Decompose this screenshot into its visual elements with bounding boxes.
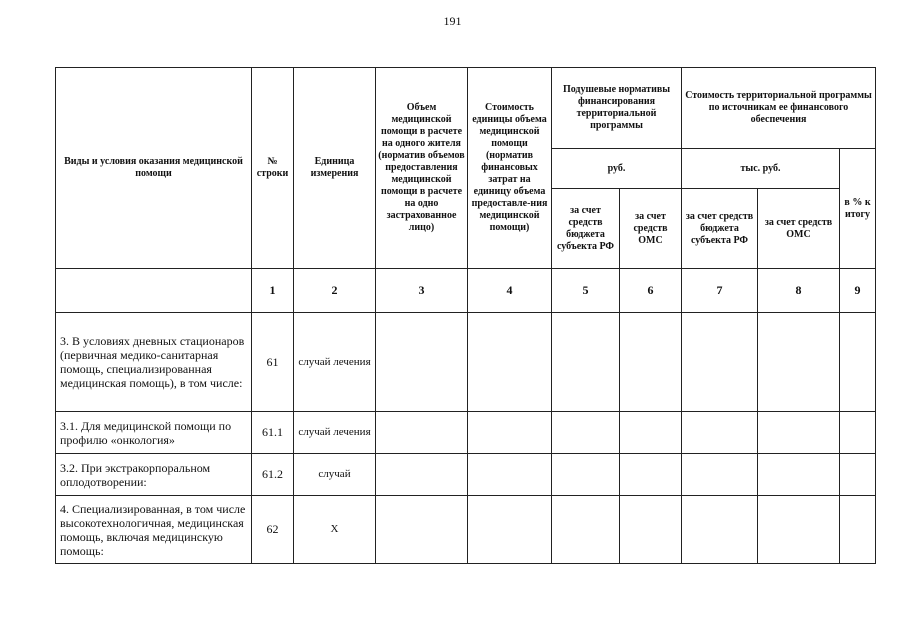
- row-unit: случай лечения: [294, 313, 376, 412]
- header-volume: Объем медицинской помощи в расчете на одного жителя (норматив объемов предоставления медицинской помощи в расчете на одно застрахованное лицо): [376, 68, 468, 269]
- header-budget-rf: за счет средств бюджета субъекта РФ: [552, 189, 620, 269]
- column-number: 2: [294, 269, 376, 313]
- row-code: 61.2: [252, 454, 294, 496]
- header-rub: руб.: [552, 149, 682, 189]
- header-oms: за счет средств ОМС: [620, 189, 682, 269]
- column-number: 3: [376, 269, 468, 313]
- cell-empty: [758, 454, 840, 496]
- header-thous-rub: тыс. руб.: [682, 149, 840, 189]
- column-number: 4: [468, 269, 552, 313]
- financing-table: [55, 67, 876, 564]
- row-unit: Х: [294, 496, 376, 564]
- header-row-no: № строки: [252, 68, 294, 269]
- column-number: 1: [252, 269, 294, 313]
- cell-empty: [758, 412, 840, 454]
- column-number: 8: [758, 269, 840, 313]
- row-name: 3.2. При экстракорпоральном оплодотворении:: [56, 454, 252, 496]
- header-territorial-cost: Стоимость территориальной программы по источникам ее финансового обеспечения: [682, 68, 876, 149]
- column-number: 6: [620, 269, 682, 313]
- row-name: 3.1. Для медицинской помощи по профилю «онкология»: [56, 412, 252, 454]
- cell-empty: [468, 412, 552, 454]
- cell-empty: [376, 454, 468, 496]
- table-row: [56, 412, 876, 454]
- cell-empty: [682, 313, 758, 412]
- header-oms-thous: за счет средств ОМС: [758, 189, 840, 269]
- cell-empty: [552, 454, 620, 496]
- cell-empty: [840, 412, 876, 454]
- cell-empty: [758, 313, 840, 412]
- cell-empty: [552, 412, 620, 454]
- cell-empty: [682, 454, 758, 496]
- page-number: 191: [443, 14, 462, 28]
- cell-empty: [468, 496, 552, 564]
- cell-empty: [376, 412, 468, 454]
- cell-empty: [840, 454, 876, 496]
- cell-empty: [552, 496, 620, 564]
- cell-empty: [468, 454, 552, 496]
- cell-empty: [552, 313, 620, 412]
- cell-empty: [620, 454, 682, 496]
- column-number: 5: [552, 269, 620, 313]
- table-row: [56, 496, 876, 564]
- table-row: [56, 454, 876, 496]
- cell-empty: [758, 496, 840, 564]
- column-number: 7: [682, 269, 758, 313]
- header-kind: Виды и условия оказания медицинской помощи: [56, 68, 252, 269]
- header-per-capita: Подушевые нормативы финансирования территориальной программы: [552, 68, 682, 149]
- cell-empty: [468, 313, 552, 412]
- header-percent-total: в % к итогу: [840, 149, 876, 269]
- cell-empty: [840, 313, 876, 412]
- row-name: 4. Специализированная, в том числе высокотехнологичная, медицинская помощь, включая медицинскую помощь:: [56, 496, 252, 564]
- row-code: 61.1: [252, 412, 294, 454]
- cell-empty: [682, 412, 758, 454]
- cell-empty: [376, 496, 468, 564]
- cell-empty: [620, 313, 682, 412]
- column-number-blank: [56, 269, 252, 313]
- cell-empty: [840, 496, 876, 564]
- cell-empty: [682, 496, 758, 564]
- header-cost: Стоимость единицы объема медицинской помощи (норматив финансовых затрат на единицу объема предоставле-ния медицинской помощи): [468, 68, 552, 269]
- header-budget-rf-thous: за счет средств бюджета субъекта РФ: [682, 189, 758, 269]
- cell-empty: [620, 412, 682, 454]
- row-code: 62: [252, 496, 294, 564]
- row-name: 3. В условиях дневных стационаров (первичная медико-санитарная помощь, специализированная медицинская помощь), в том числе:: [56, 313, 252, 412]
- cell-empty: [620, 496, 682, 564]
- row-unit: случай: [294, 454, 376, 496]
- header-unit: Единица измерения: [294, 68, 376, 269]
- table-row: [56, 313, 876, 412]
- column-number: 9: [840, 269, 876, 313]
- cell-empty: [376, 313, 468, 412]
- row-code: 61: [252, 313, 294, 412]
- row-unit: случай лечения: [294, 412, 376, 454]
